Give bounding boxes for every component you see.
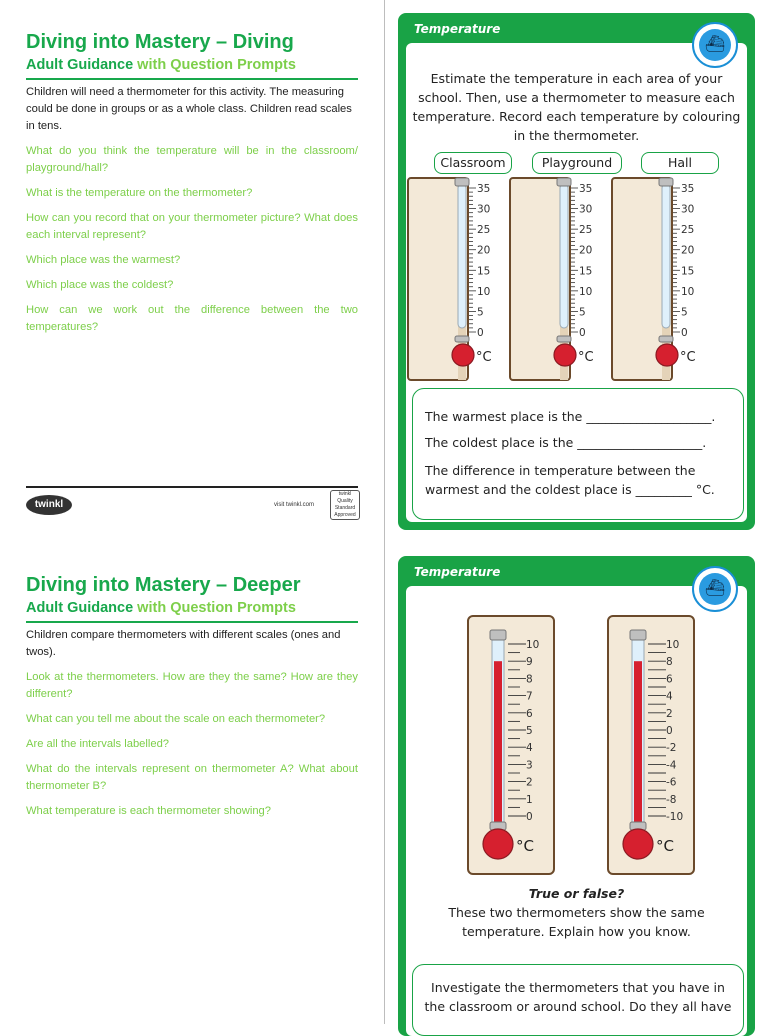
investigate-text [413,978,743,1016]
scale-label: 25 [681,224,695,237]
unit-label: °C [578,350,594,365]
thermometer-bulb [623,829,653,859]
thermometer-tube [662,184,670,328]
scale-label: 10 [579,285,593,298]
mercury-column [634,661,642,836]
scale-label: -4 [666,759,677,772]
mercury-column [494,661,502,836]
prompt-item: Which place was the warmest? [26,254,181,266]
scale-label: 30 [477,203,491,216]
answer-difference-line1: The difference in temperature between the [425,463,696,478]
instruction-line: school. Then, use a thermometer to measure each [418,90,735,105]
scale-label: 0 [579,327,586,339]
scale-label: 30 [681,203,695,216]
unit-label: °C [476,350,492,365]
thermometer-a [468,616,554,874]
footer-rule [26,486,358,488]
scale-label: 35 [477,183,491,195]
subtitle-question-prompts: with Question Prompts [133,600,296,616]
scale-label: 0 [666,725,673,737]
scale-label: 6 [526,707,533,720]
scale-label: 10 [681,285,695,298]
thermometer-bulb [554,344,576,366]
scale-label: 8 [526,673,533,686]
scale-label: 25 [579,224,593,237]
scale-label: -8 [666,793,677,806]
subtitle-adult-guidance: Adult Guidance [26,600,134,616]
scale-label: 0 [526,811,533,823]
answer-difference-line2[interactable]: warmest and the coldest place is _________ °C. [425,482,715,497]
scale-label: 20 [579,244,593,257]
quality-badge: twinkl Quality Standard Approved [330,490,360,520]
place-label-playground: Playground [532,152,622,174]
prompt-item: What can you tell me about the scale on each thermometer? [26,713,326,725]
scale-label: 10 [526,639,540,651]
scale-label: 20 [681,244,695,257]
scale-label: 2 [666,707,673,720]
sheet-title: Diving into Mastery – Deeper [26,574,301,596]
prompt-item: What is the temperature on the thermometer? [26,187,253,199]
thermometer-bulb [656,344,678,366]
tube-clip [455,336,469,342]
card-heading: Temperature [414,22,501,36]
scale-label: 5 [526,725,533,737]
visit-link[interactable]: visit twinkl.com [274,502,315,508]
subtitle-adult-guidance: Adult Guidance [26,57,134,73]
unit-label: °C [656,837,674,855]
scale-label: 5 [681,306,688,319]
tube-cap [490,630,506,640]
tube-cap [659,178,673,186]
investigate-box [412,964,744,1036]
instruction-line: Estimate the temperature in each area of your [430,71,723,86]
scale-label: 35 [681,183,695,195]
scale-label: 7 [526,690,533,703]
scale-label: 6 [666,673,673,686]
thermometer-tube [560,184,568,328]
prompt-item: Which place was the coldest? [26,279,174,291]
scale-label: 5 [579,306,586,319]
twinkl-logo: twinkl [26,495,72,515]
place-label-hall: Hall [641,152,719,174]
answer-box [412,388,744,520]
true-or-false-question [406,903,747,941]
prompt-item: What temperature is each thermometer showing? [26,805,271,817]
scale-label: 5 [477,306,484,319]
unit-label: °C [516,837,534,855]
tube-cap [557,178,571,186]
place-label-classroom: Classroom [434,152,512,174]
prompt-item: How can we work out the difference between the two temperatures? [26,304,358,333]
scale-label: 25 [477,224,491,237]
sheet-intro: Children will need a thermometer for this activity. The measuring could be done in groups or as a whole class. Children read scales in tens. [26,86,352,132]
scale-label: 15 [681,265,695,278]
scale-label: 10 [666,639,680,651]
thermometer-3 [612,178,696,380]
scale-label: 2 [526,776,533,789]
sheet-intro: Children compare thermometers with different scales (ones and twos). [26,629,341,658]
instruction-line: temperature. Record each temperature by colouring [412,109,741,124]
scale-label: 8 [666,656,673,669]
investigate-line: Investigate the thermometers that you have in [431,980,725,995]
unit-label: °C [680,350,696,365]
scale-label: 15 [477,265,491,278]
scale-label: -10 [666,811,684,823]
question-line: These two thermometers show the same [448,905,705,920]
scale-label: 4 [526,742,533,755]
true-or-false-title: True or false? [528,886,625,901]
scale-label: -6 [666,776,677,789]
submarine-icon: ⛴ [692,22,738,68]
thermometer-1 [408,178,492,380]
thermometer-group-2 [0,600,768,880]
tube-cap [455,178,469,186]
thermometer-group-1 [0,0,768,400]
investigate-line: the classroom or around school. Do they all have [424,999,732,1014]
answer-coldest[interactable]: The coldest place is the ____________________. [425,435,707,450]
thermometer-2 [510,178,594,380]
scale-label: 15 [579,265,593,278]
thermometer-bulb [452,344,474,366]
prompt-item: Are all the intervals labelled? [26,738,170,750]
scale-label: 9 [526,656,533,669]
tube-clip [659,336,673,342]
scale-label: 0 [477,327,484,339]
prompt-item: How can you record that on your thermometer picture? What does each interval represent? [26,212,358,241]
prompt-item: What do you think the temperature will be in the classroom/ playground/hall? [26,145,358,174]
scale-label: 35 [579,183,593,195]
thermometer-board [468,616,554,874]
scale-label: 30 [579,203,593,216]
thermometer-tube [458,184,466,328]
thermometer-b [608,616,694,874]
scale-label: 20 [477,244,491,257]
subtitle-question-prompts: with Question Prompts [133,57,296,73]
submarine-icon: ⛴ [692,566,738,612]
question-line: temperature. Explain how you know. [462,924,691,939]
scale-label: 0 [681,327,688,339]
answer-warmest[interactable]: The warmest place is the ____________________. [425,409,716,424]
scale-label: 4 [666,690,673,703]
tube-clip [557,336,571,342]
scale-label: -2 [666,742,677,755]
tube-cap [630,630,646,640]
thermometer-bulb [483,829,513,859]
prompt-item: Look at the thermometers. How are they the same? How are they different? [26,671,358,700]
scale-label: 10 [477,285,491,298]
sheet-title: Diving into Mastery – Diving [26,31,294,53]
prompt-item: What do the intervals represent on thermometer A? What about thermometer B? [26,763,358,792]
scale-label: 1 [526,793,533,806]
scale-label: 3 [526,759,533,772]
card-heading: Temperature [414,565,501,579]
thermometer-board [608,616,694,874]
instruction-line: in the thermometer. [513,128,640,143]
